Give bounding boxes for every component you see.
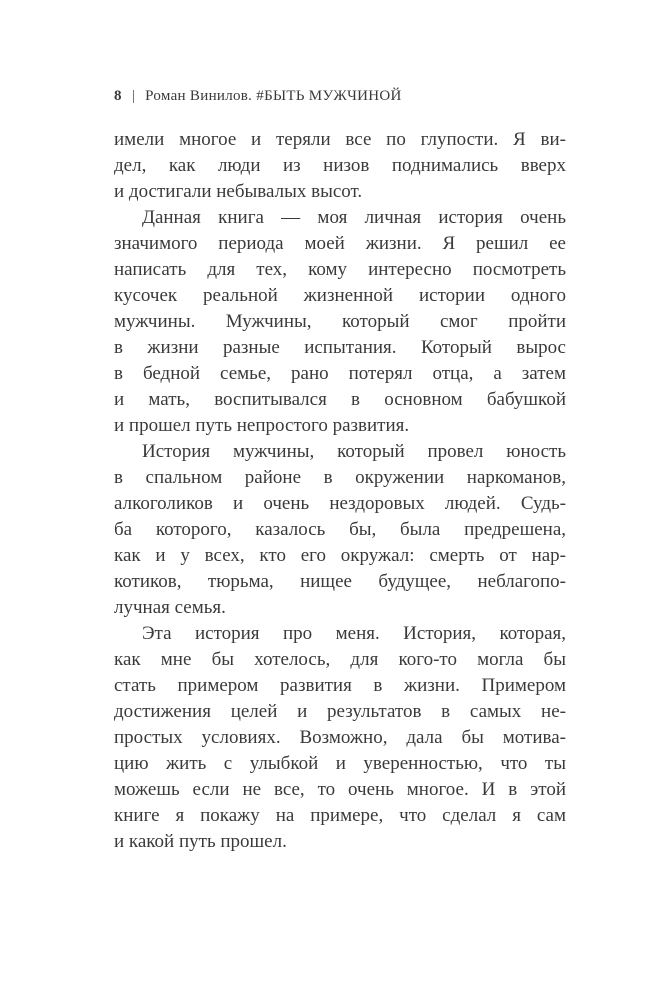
paragraph xyxy=(114,205,566,439)
text-line: в бедной семье, рано потерял отца, а затем xyxy=(114,363,566,384)
text-line: и прошел путь непростого развития. xyxy=(114,415,410,436)
text-line: книге я покажу на примере, что сделал я сам xyxy=(114,805,566,826)
text-line: имели многое и теряли все по глупости. Я ви- xyxy=(114,129,566,150)
text-block xyxy=(114,127,566,855)
text-line: можешь если не все, то очень многое. И в этой xyxy=(114,779,566,800)
text-line: простых условиях. Возможно, дала бы мотива- xyxy=(114,727,566,748)
running-title: Роман Винилов. #БЫТЬ МУЖЧИНОЙ xyxy=(145,88,402,104)
text-line: и достигали небывалых высот. xyxy=(114,181,363,202)
running-header xyxy=(114,87,566,105)
text-line: История мужчины, который провел юность xyxy=(142,441,566,462)
header-separator: | xyxy=(131,88,136,104)
text-line: как мне бы хотелось, для кого-то могла бы xyxy=(114,649,566,670)
page-number: 8 xyxy=(114,88,122,104)
text-line: и какой путь прошел. xyxy=(114,831,287,852)
text-line: и мать, воспитывался в основном бабушкой xyxy=(114,389,566,410)
text-line: дел, как люди из низов поднимались вверх xyxy=(114,155,566,176)
text-line: написать для тех, кому интересно посмотреть xyxy=(114,259,566,280)
text-line: котиков, тюрьма, нищее будущее, неблагопо- xyxy=(114,571,566,592)
text-line: в жизни разные испытания. Который вырос xyxy=(114,337,566,358)
text-line: значимого периода моей жизни. Я решил ее xyxy=(114,233,566,254)
text-line: цию жить с улыбкой и уверенностью, что ты xyxy=(114,753,566,774)
text-line: Эта история про меня. История, которая, xyxy=(142,623,566,644)
text-line: достижения целей и результатов в самых не- xyxy=(114,701,566,722)
paragraph xyxy=(114,127,566,205)
text-line: алкоголиков и очень нездоровых людей. Судь- xyxy=(114,493,566,514)
paragraph xyxy=(114,621,566,855)
text-line: как и у всех, кто его окружал: смерть от нар- xyxy=(114,545,566,566)
text-line: в спальном районе в окружении наркоманов, xyxy=(114,467,566,488)
text-line: кусочек реальной жизненной истории одного xyxy=(114,285,566,306)
text-line: Данная книга — моя личная история очень xyxy=(142,207,566,228)
text-line: ба которого, казалось бы, была предрешена, xyxy=(114,519,566,540)
text-line: стать примером развития в жизни. Примером xyxy=(114,675,566,696)
paragraph xyxy=(114,439,566,621)
text-line: мужчины. Мужчины, который смог пройти xyxy=(114,311,566,332)
text-line: лучная семья. xyxy=(114,597,226,618)
